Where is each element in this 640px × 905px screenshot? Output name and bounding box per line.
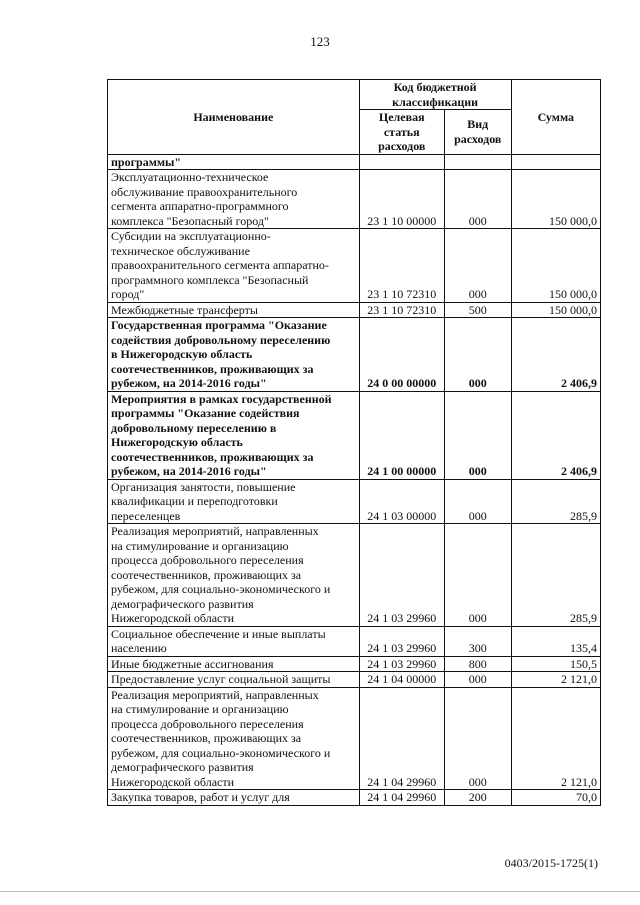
row-amount: 2 121,0 [511, 687, 600, 790]
row-expense-type: 000 [444, 391, 511, 479]
table-row [108, 790, 601, 806]
row-target-article: 23 1 10 00000 [359, 170, 444, 229]
row-expense-type [444, 154, 511, 170]
row-name [108, 656, 360, 672]
row-name [108, 672, 360, 688]
row-name [108, 302, 360, 318]
row-name [108, 170, 360, 229]
row-name-line: Мероприятия в рамках государственной [111, 391, 332, 406]
table-row [108, 656, 601, 672]
row-expense-type: 000 [444, 170, 511, 229]
row-amount: 285,9 [511, 524, 600, 627]
row-amount: 285,9 [511, 479, 600, 524]
row-amount: 135,4 [511, 626, 600, 656]
row-name-line: Нижегородской области [111, 774, 235, 789]
row-expense-type: 800 [444, 656, 511, 672]
row-name [108, 154, 360, 170]
row-amount [511, 154, 600, 170]
row-name-line: рубежом, на 2014-2016 годы" [111, 376, 267, 390]
row-target-article: 23 1 10 72310 [359, 229, 444, 303]
row-name-line: соотечественников, проживающих за [111, 731, 302, 745]
row-name-line: Закупка товаров, работ и услуг для [111, 790, 290, 804]
row-target-article: 24 1 04 00000 [359, 672, 444, 688]
row-amount: 2 121,0 [511, 672, 600, 688]
header-budget-code: Код бюджетной классификации [359, 80, 511, 110]
row-name-line: населению [111, 641, 167, 655]
row-name [108, 391, 360, 479]
header-expense-type: Вид расходов [444, 110, 511, 155]
row-expense-type: 200 [444, 790, 511, 806]
header-name: Наименование [108, 80, 360, 155]
table-row [108, 687, 601, 790]
row-amount: 150 000,0 [511, 170, 600, 229]
row-expense-type: 000 [444, 318, 511, 392]
row-name-line: Социальное обеспечение и иные выплаты [111, 626, 326, 641]
row-name-line: переселенцев [111, 508, 181, 523]
row-target-article: 24 1 03 00000 [359, 479, 444, 524]
table-body [108, 154, 601, 805]
row-name [108, 687, 360, 790]
table-row [108, 479, 601, 524]
row-expense-type: 300 [444, 626, 511, 656]
row-expense-type: 000 [444, 687, 511, 790]
row-name [108, 790, 360, 806]
row-name-line: демографического развития [111, 760, 254, 774]
row-amount: 70,0 [511, 790, 600, 806]
row-name-line: Реализация мероприятий, направленных [111, 687, 319, 702]
row-amount: 150 000,0 [511, 302, 600, 318]
row-expense-type: 000 [444, 524, 511, 627]
row-expense-type: 000 [444, 672, 511, 688]
row-name-line: Организация занятости, повышение [111, 479, 296, 494]
row-name-line: на стимулирование и организацию [111, 538, 289, 553]
row-amount: 2 406,9 [511, 391, 600, 479]
row-name [108, 318, 360, 392]
table-row [108, 672, 601, 688]
row-target-article: 24 1 03 29960 [359, 656, 444, 672]
row-name-line: программы" [111, 154, 182, 169]
row-name-line: Иные бюджетные ассигнования [111, 656, 274, 671]
table-row [108, 391, 601, 479]
row-name-line: Межбюджетные трансферты [111, 302, 258, 317]
row-name-line: соотечественников, проживающих за [111, 567, 302, 582]
row-name-line: на стимулирование и организацию [111, 702, 289, 716]
table-header [108, 80, 601, 155]
row-name-line: комплекса "Безопасный город" [111, 213, 269, 228]
row-name-line: добровольному переселению в [111, 420, 277, 435]
budget-table [107, 79, 601, 806]
row-name-line: квалификации и переподготовки [111, 494, 278, 508]
row-expense-type: 500 [444, 302, 511, 318]
table-row [108, 154, 601, 170]
row-name [108, 229, 360, 303]
page-number: 123 [310, 34, 330, 49]
row-name-line: сегмента аппаратно-программного [111, 199, 289, 213]
row-name-line: Реализация мероприятий, направленных [111, 524, 319, 538]
row-name-line: Нижегородской области [111, 611, 235, 625]
row-name [108, 626, 360, 656]
row-name-line: процесса добровольного переселения [111, 553, 304, 567]
row-name-line: Государственная программа "Оказание [111, 318, 327, 332]
row-target-article: 24 1 03 29960 [359, 626, 444, 656]
row-amount: 150,5 [511, 656, 600, 672]
row-target-article: 24 1 03 29960 [359, 524, 444, 627]
table-row [108, 626, 601, 656]
row-name-line: правоохранительного сегмента аппаратно- [111, 258, 329, 272]
header-amount: Сумма [511, 80, 600, 155]
row-name-line: город" [111, 287, 145, 301]
row-name-line: соотечественников, проживающих за [111, 449, 314, 464]
row-target-article [359, 154, 444, 170]
row-name-line: рубежом, на 2014-2016 годы" [111, 464, 267, 478]
row-name-line: Эксплуатационно-техническое [111, 170, 269, 184]
row-name-line: рубежом, для социально-экономического и [111, 745, 331, 760]
row-name-line: техническое обслуживание [111, 243, 250, 258]
row-target-article: 24 1 00 00000 [359, 391, 444, 479]
row-name-line: Нижегородскую область [111, 435, 243, 449]
header-target-article: Целевая статья расходов [359, 110, 444, 155]
row-name [108, 524, 360, 627]
row-expense-type: 000 [444, 479, 511, 524]
row-name-line: программного комплекса "Безопасный [111, 272, 309, 287]
row-target-article: 24 0 00 00000 [359, 318, 444, 392]
bottom-divider [0, 891, 640, 892]
row-name-line: программы "Оказание содействия [111, 406, 300, 420]
row-target-article: 24 1 04 29960 [359, 687, 444, 790]
row-name-line: содействия добровольному переселению [111, 332, 331, 347]
row-name-line: процесса добровольного переселения [111, 716, 304, 731]
row-name-line: Субсидии на эксплуатационно- [111, 229, 271, 243]
row-name-line: в Нижегородскую область [111, 347, 253, 361]
table-row [108, 302, 601, 318]
row-amount: 150 000,0 [511, 229, 600, 303]
table-row [108, 229, 601, 303]
row-name-line: рубежом, для социально-экономического и [111, 582, 331, 596]
row-name-line: Предоставление услуг социальной защиты [111, 672, 331, 686]
row-name-line: обслуживание правоохранительного [111, 184, 298, 199]
table-row [108, 524, 601, 627]
row-expense-type: 000 [444, 229, 511, 303]
row-amount: 2 406,9 [511, 318, 600, 392]
row-target-article: 23 1 10 72310 [359, 302, 444, 318]
row-name [108, 479, 360, 524]
row-target-article: 24 1 04 29960 [359, 790, 444, 806]
row-name-line: соотечественников, проживающих за [111, 361, 314, 376]
document-code: 0403/2015-1725(1) [504, 856, 598, 870]
table-row [108, 170, 601, 229]
table-row [108, 318, 601, 392]
row-name-line: демографического развития [111, 596, 254, 611]
